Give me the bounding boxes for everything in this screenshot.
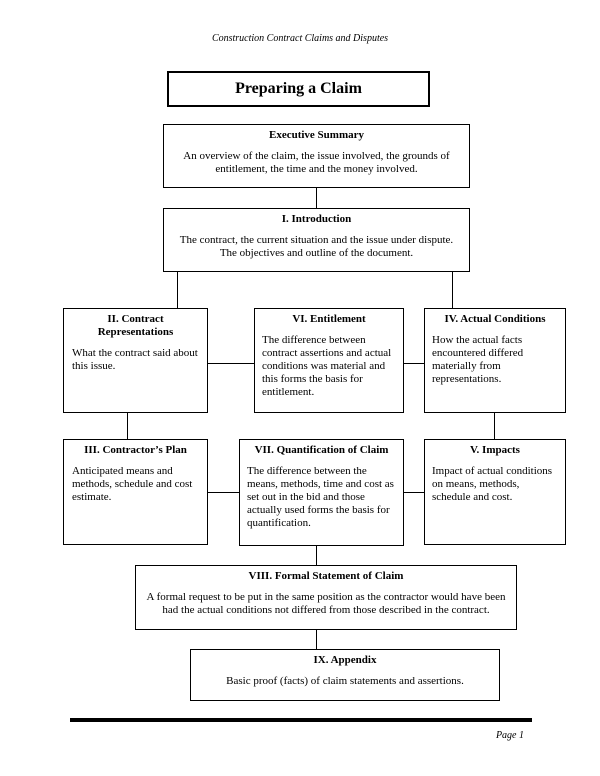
box-title: I. Introduction bbox=[281, 213, 352, 225]
box-body: An overview of the claim, the issue involved, the grounds of entitlement, the time and the money involved. bbox=[183, 150, 450, 175]
connector-quant-formal bbox=[316, 546, 317, 565]
connector-quant-impacts bbox=[404, 492, 424, 493]
box-title: Executive Summary bbox=[268, 129, 364, 141]
connector-intro-contract bbox=[177, 272, 178, 308]
box-title: III. Contractor’s Plan bbox=[84, 444, 187, 456]
box-body: The difference between contract assertions and actual conditions was material and this forms the basis for entitlement. bbox=[262, 334, 392, 398]
connector-formal-appendix bbox=[316, 630, 317, 649]
box-formal-statement bbox=[135, 565, 517, 630]
box-title: VII. Quantification of Claim bbox=[254, 444, 389, 456]
box-quantification bbox=[239, 439, 404, 546]
box-executive-summary bbox=[163, 124, 470, 188]
footer-rule bbox=[70, 718, 532, 722]
box-title: II. Contract Representations bbox=[97, 313, 174, 338]
page-title: Preparing a Claim bbox=[167, 71, 430, 107]
page-number: Page 1 bbox=[495, 730, 524, 741]
connector-intro-actual bbox=[452, 272, 453, 308]
box-body: The contract, the current situation and the issue under dispute. The objectives and outline of the document. bbox=[179, 234, 454, 259]
box-body: Impact of actual conditions on means, methods, schedule and cost. bbox=[432, 465, 553, 503]
box-introduction bbox=[163, 208, 470, 272]
box-contract-representations bbox=[63, 308, 208, 413]
box-title: V. Impacts bbox=[470, 444, 520, 456]
box-body: Anticipated means and methods, schedule and cost estimate. bbox=[72, 465, 193, 503]
box-entitlement bbox=[254, 308, 404, 413]
box-actual-conditions bbox=[424, 308, 566, 413]
box-body: A formal request to be put in the same position as the contractor would have been had the actual conditions not differed from those described in the contract. bbox=[146, 591, 506, 616]
box-body: Basic proof (facts) of claim statements and assertions. bbox=[226, 675, 464, 687]
box-impacts bbox=[424, 439, 566, 545]
connector-contract-plan bbox=[127, 413, 128, 439]
box-title: VIII. Formal Statement of Claim bbox=[248, 570, 404, 582]
box-body: What the contract said about this issue. bbox=[72, 347, 198, 372]
connector-contract-entitlement bbox=[208, 363, 254, 364]
connector-actual-impacts bbox=[494, 413, 495, 439]
box-body: How the actual facts encountered differed materially from representations. bbox=[432, 334, 524, 385]
box-title: VI. Entitlement bbox=[292, 313, 366, 325]
box-body: The difference between the means, methods, time and cost as set out in the bid and those actually used forms the basis for quantification. bbox=[247, 465, 394, 529]
box-appendix bbox=[190, 649, 500, 701]
running-header: Construction Contract Claims and Disputes bbox=[211, 33, 389, 44]
connector-entitlement-actual bbox=[404, 363, 424, 364]
box-title: IV. Actual Conditions bbox=[444, 313, 546, 325]
box-title: IX. Appendix bbox=[313, 654, 377, 666]
connector-summary-intro bbox=[316, 188, 317, 208]
box-contractors-plan bbox=[63, 439, 208, 545]
connector-plan-quant bbox=[208, 492, 239, 493]
